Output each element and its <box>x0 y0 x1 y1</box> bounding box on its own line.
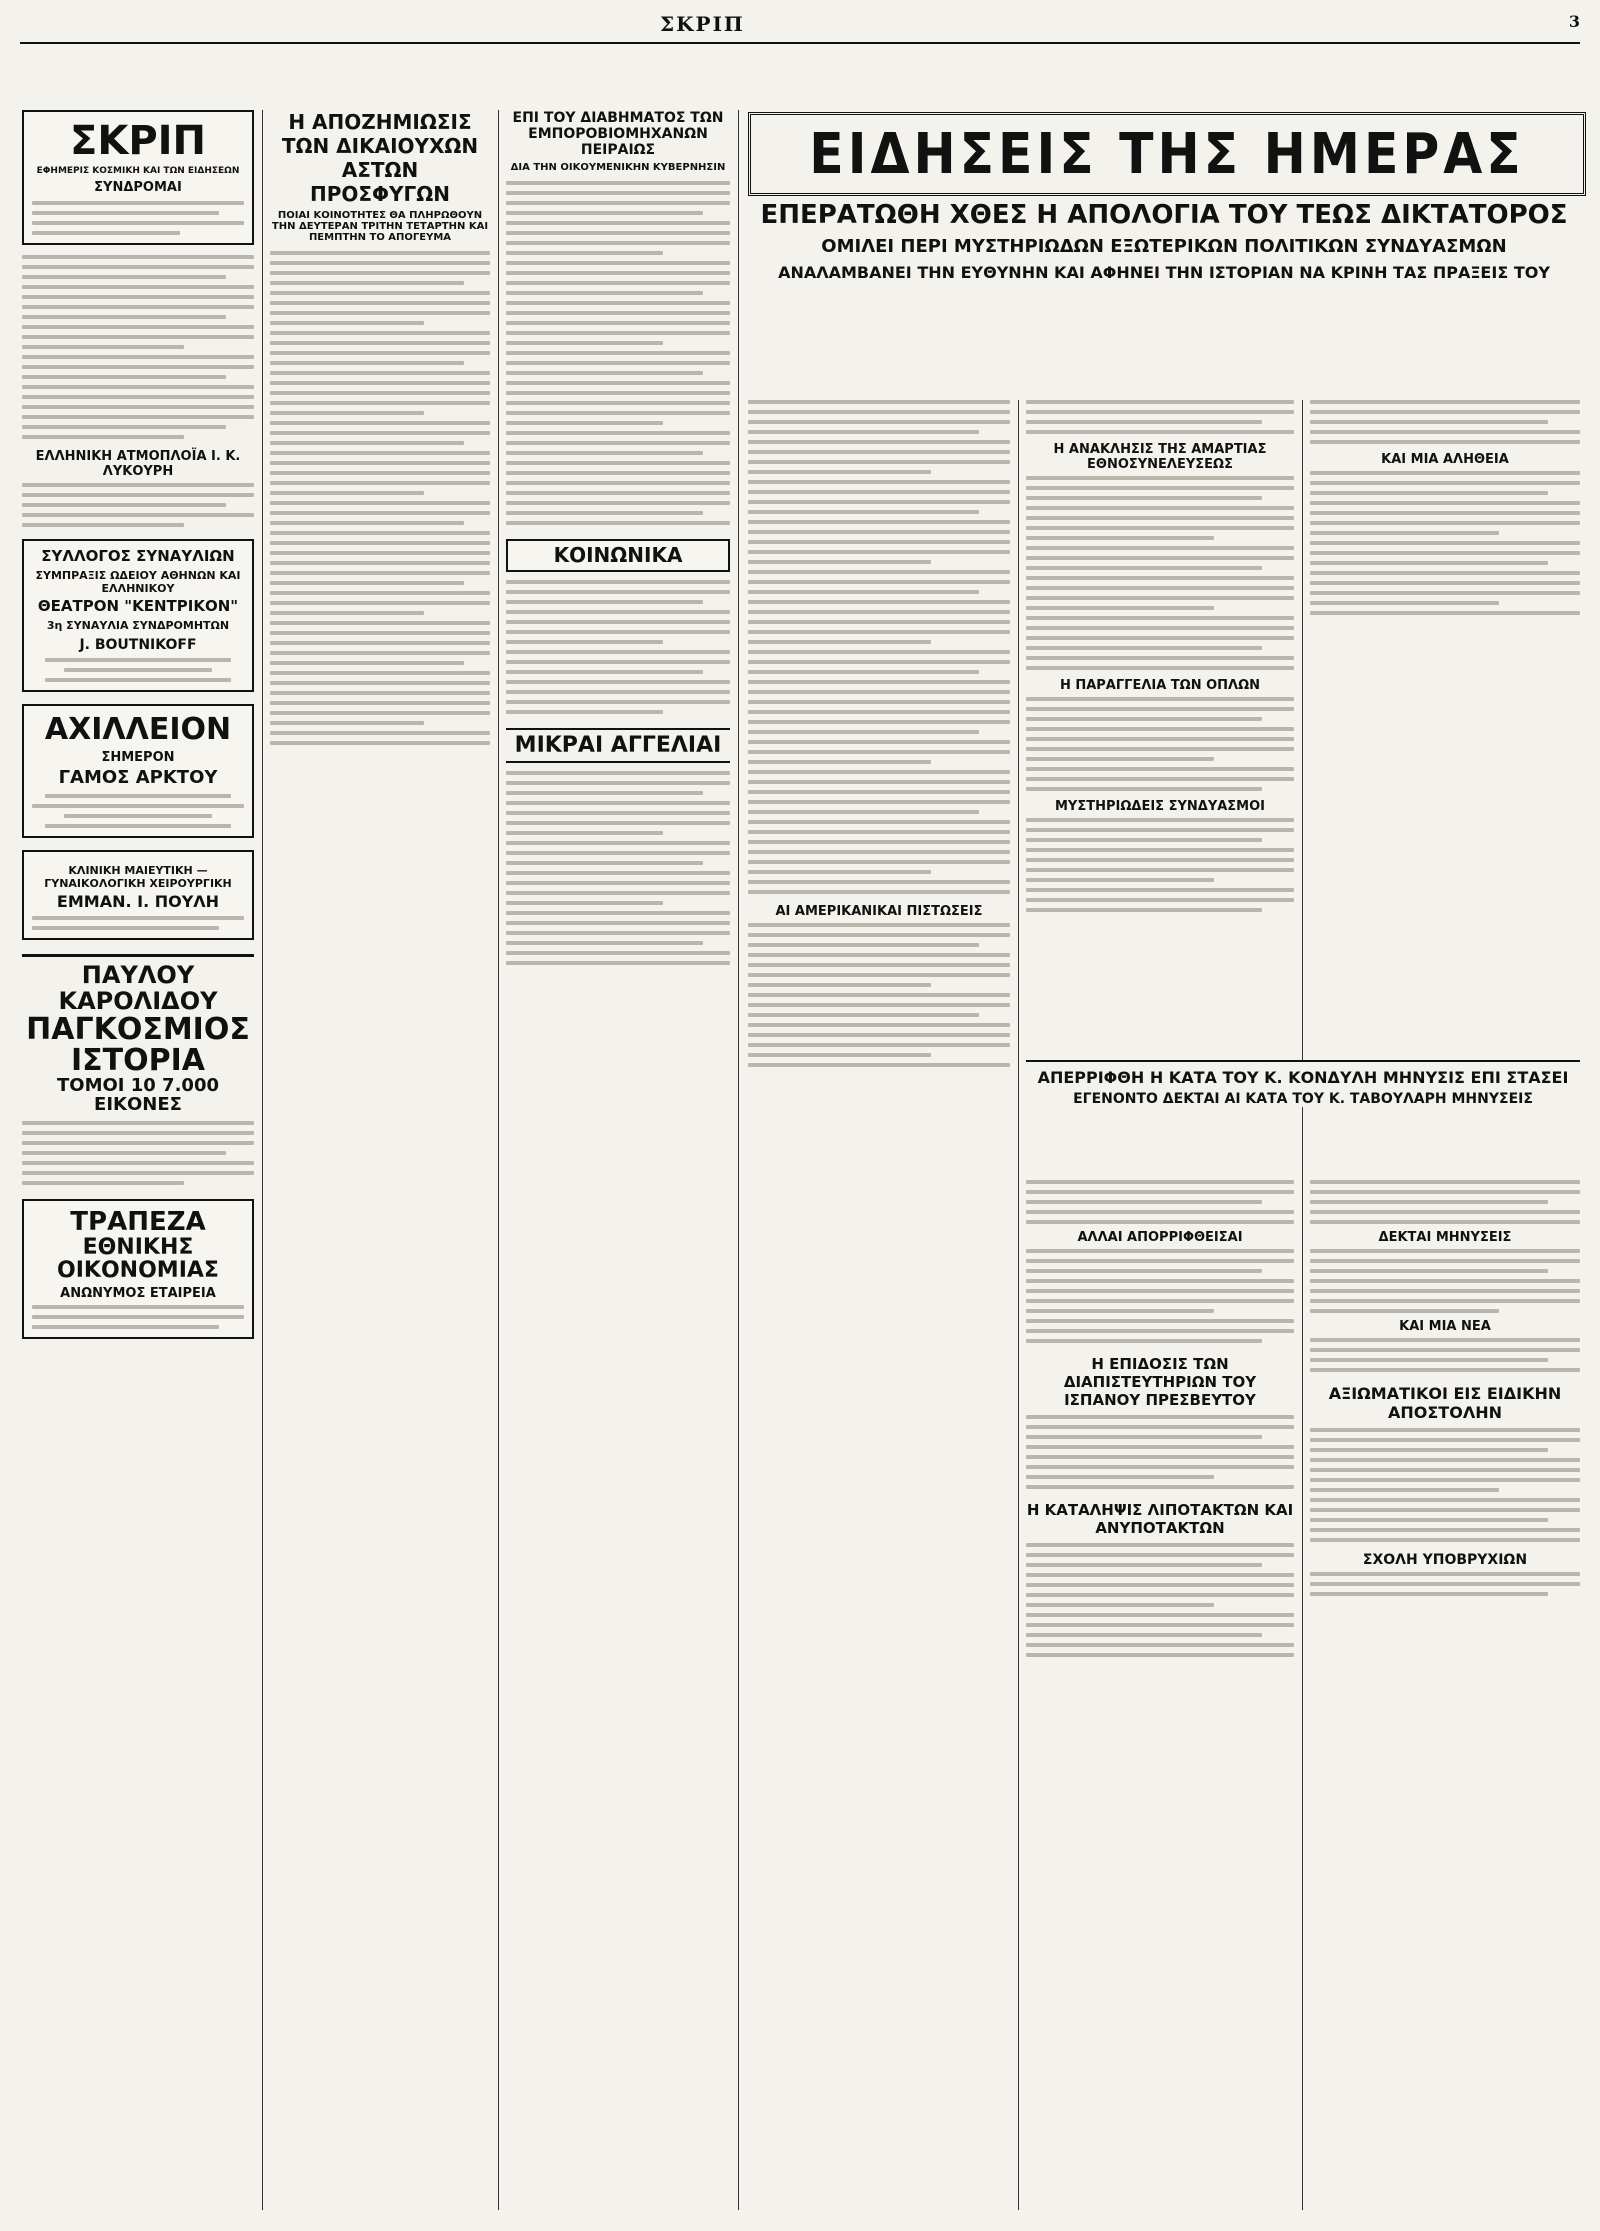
new-one-text <box>1310 1338 1580 1372</box>
column-3 <box>506 110 730 2210</box>
compensation-text <box>270 251 490 745</box>
deserters-text <box>1026 1543 1294 1657</box>
traders-subheadline: ΔΙΑ ΤΗΝ ΟΙΚΟΥΜΕΝΙΚΗΝ ΚΥΒΕΡΝΗΣΙΝ <box>510 162 726 173</box>
column-2 <box>270 110 490 2210</box>
traders-text <box>506 181 730 525</box>
traders-headline: ΕΠΙ ΤΟΥ ΔΙΑΒΗΜΑΤΟΣ ΤΩΝ ΕΜΠΟΡΟΒΙΟΜΗΧΑΝΩΝ ΠΕΙΡΑΙΩΣ <box>512 110 724 158</box>
accepted-title: ΔΕΚΤΑΙ ΜΗΝΥΣΕΙΣ <box>1378 1230 1512 1245</box>
column-c-text <box>1310 400 1580 444</box>
concert-conductor: J. BOUTNIKOFF <box>79 636 197 653</box>
section-c-title: ΑΙ ΑΜΕΡΙΚΑΝΙΚΑΙ ΠΙΣΤΩΣΕΙΣ <box>775 904 983 919</box>
column-rule <box>1302 400 1303 2210</box>
column-rule <box>262 110 263 2210</box>
rejected-headline: ΑΠΕΡΡΙΦΘΗ Η ΚΑΤΑ ΤΟΥ Κ. ΚΟΝΔΥΛΗ ΜΗΝΥΣΙΣ ΕΠΙ ΣΤΑΣΕΙ <box>1037 1068 1569 1087</box>
ambassador-headline: Η ΕΠΙΔΟΣΙΣ ΤΩΝ ΔΙΑΠΙΣΤΕΥΤΗΡΙΩΝ ΤΟΥ ΙΣΠΑΝΟΥ ΠΡΕΣΒΕΥΤΟΥ <box>1063 1355 1257 1409</box>
achilleion-title: ΑΧΙΛΛΕΙΟΝ <box>44 712 232 748</box>
clinic-doctor: ΕΜΜΑΝ. Ι. ΠΟΥΛΗ <box>56 891 220 911</box>
masthead: ΣΚΡΙΠ <box>660 12 745 36</box>
rejected-column-c <box>1310 1180 1580 1596</box>
clinic-title: ΚΛΙΝΙΚΗ ΜΑΙΕΥΤΙΚΗ — ΓΥΝΑΙΚΟΛΟΓΙΚΗ ΧΕΙΡΟΥΡΓΙΚΗ <box>44 863 232 890</box>
officers-headline: ΑΞΙΩΜΑΤΙΚΟΙ ΕΙΣ ΕΙΔΙΚΗΝ ΑΠΟΣΤΟΛΗΝ <box>1328 1384 1562 1422</box>
paper-nameplate <box>22 110 254 245</box>
rejected-subheadline: ΕΓΕΝΟΝΤΟ ΔΕΚΤΑΙ ΑΙ ΚΑΤΑ ΤΟΥ Κ. ΤΑΒΟΥΛΑΡΗ ΜΗΝΥΣΕΙΣ <box>1073 1091 1533 1107</box>
news-banner <box>748 112 1586 196</box>
concert-line: 3η ΣΥΝΑΥΛΙΑ ΣΥΝΔΡΟΜΗΤΩΝ <box>46 618 230 632</box>
concert-theatre: ΘΕΑΤΡΟΝ "ΚΕΝΤΡΙΚΟΝ" <box>37 596 239 615</box>
subscriptions-title: ΣΥΝΔΡΟΜΑΙ <box>94 180 182 195</box>
bank-title: ΤΡΑΠΕΖΑ <box>70 1206 206 1237</box>
shipping-title: ΕΛΛΗΝΙΚΗ ΑΤΜΟΠΛΟΪΑ Ι. Κ. ΛΥΚΟΥΡΗ <box>35 449 241 479</box>
page-number: 3 <box>1568 12 1580 31</box>
clinic-text <box>32 916 244 930</box>
classifieds-title: ΜΙΚΡΑΙ ΑΓΓΕΛΙΑΙ <box>506 728 730 763</box>
section-d-text <box>1026 818 1294 912</box>
compensation-headline: Η ΑΠΟΖΗΜΙΩΣΙΣ ΤΩΝ ΔΙΚΑΙΟΥΧΩΝ ΑΣΤΩΝ ΠΡΟΣΦΥΓΩΝ <box>281 110 479 206</box>
officers-text <box>1310 1428 1580 1542</box>
article-text <box>22 255 254 439</box>
column-rule <box>738 110 739 2210</box>
school-text <box>1310 1572 1580 1596</box>
right-column-a <box>748 400 1010 2200</box>
rejected-column-b <box>1026 1180 1294 1657</box>
column-rule <box>498 110 499 2210</box>
history-subtitle: ΤΟΜΟΙ 10 7.000 ΕΙΚΟΝΕΣ <box>56 1074 219 1115</box>
history-author: ΠΑΥΛΟΥ ΚΑΡΟΛΙΔΟΥ <box>58 961 218 1015</box>
social-title: ΚΟΙΝΩΝΙΚΑ <box>553 543 683 567</box>
lead-subheadline-2: ΑΝΑΛΑΜΒΑΝΕΙ ΤΗΝ ΕΥΘΥΝΗΝ ΚΑΙ ΑΦΗΝΕΙ ΤΗΝ ΙΣΤΟΡΙΑΝ ΝΑ ΚΡΙΝΗ ΤΑΣ ΠΡΑΞΕΙΣ ΤΟΥ <box>778 263 1550 282</box>
rejected-header <box>1026 1060 1580 1107</box>
section-b-title: Η ΠΑΡΑΓΓΕΛΙΑ ΤΩΝ ΟΠΛΩΝ <box>1059 678 1261 693</box>
classifieds-text <box>506 771 730 965</box>
new-one-title: ΚΑΙ ΜΙΑ ΝΕΑ <box>1399 1319 1491 1334</box>
concert-title: ΣΥΛΛΟΓΟΣ ΣΥΝΑΥΛΙΩΝ <box>41 547 235 565</box>
lead-headline: ΕΠΕΡΑΤΩΘΗ ΧΘΕΣ Η ΑΠΟΛΟΓΙΑ ΤΟΥ ΤΕΩΣ ΔΙΚΤΑΤΟΡΟΣ <box>760 200 1568 230</box>
accepted-text <box>1310 1249 1580 1313</box>
achilleion-text <box>32 794 244 828</box>
column-rule <box>1018 400 1019 2210</box>
bank-name: ΕΘΝΙΚΗΣ ΟΙΚΟΝΟΜΙΑΣ <box>57 1234 219 1283</box>
social-text <box>506 580 730 714</box>
bank-subtitle: ΑΝΩΝΥΜΟΣ ΕΤΑΙΡΕΙΑ <box>60 1286 216 1302</box>
rejected-text-b <box>1026 1180 1294 1224</box>
shipping-text <box>22 483 254 527</box>
achilleion-ad <box>22 704 254 837</box>
school-title: ΣΧΟΛΗ ΥΠΟΒΡΥΧΙΩΝ <box>1362 1552 1528 1568</box>
other-rejected-text <box>1026 1249 1294 1343</box>
truth-title: ΚΑΙ ΜΙΑ ΑΛΗΘΕΙΑ <box>1381 452 1509 467</box>
achilleion-show: ΓΑΜΟΣ ΑΡΚΤΟΥ <box>58 766 218 788</box>
left-column <box>22 110 254 2210</box>
clinic-ad <box>22 850 254 941</box>
history-ad <box>22 954 254 1184</box>
deserters-headline: Η ΚΑΤΑΛΗΨΙΣ ΛΙΠΟΤΑΚΤΩΝ ΚΑΙ ΑΝΥΠΟΤΑΚΤΩΝ <box>1026 1501 1294 1537</box>
section-c-text <box>748 923 1010 1067</box>
subscriptions-text <box>32 201 244 235</box>
paper-tagline: ΕΦΗΜΕΡΙΣ ΚΟΣΜΙΚΗ ΚΑΙ ΤΩΝ ΕΙΔΗΣΕΩΝ <box>36 166 240 176</box>
lead-subheadline-1: ΟΜΙΛΕΙ ΠΕΡΙ ΜΥΣΤΗΡΙΩΔΩΝ ΕΞΩΤΕΡΙΚΩΝ ΠΟΛΙΤΙΚΩΝ ΣΥΝΔΥΑΣΜΩΝ <box>821 236 1507 257</box>
lead-story-header <box>748 200 1580 282</box>
section-b-text <box>1026 697 1294 791</box>
compensation-subheadline: ΠΟΙΑΙ ΚΟΙΝΟΤΗΤΕΣ ΘΑ ΠΛΗΡΩΘΟΥΝ ΤΗΝ ΔΕΥΤΕΡΑΝ ΤΡΙΤΗΝ ΤΕΤΑΡΤΗΝ ΚΑΙ ΠΕΜΠΤΗΝ ΤΟ ΑΠΟΓΕΥΜΑ <box>271 210 489 243</box>
section-a-text <box>1026 476 1294 670</box>
page-header <box>20 8 1580 44</box>
bank-ad <box>22 1199 254 1339</box>
other-rejected-title: ΑΛΛΑΙ ΑΠΟΡΡΙΦΘΕΙΣΑΙ <box>1077 1230 1243 1245</box>
social-box <box>506 539 730 572</box>
lead-story-text <box>748 400 1010 894</box>
section-a-title: Η ΑΝΑΚΛΗΣΙΣ ΤΗΣ ΑΜΑΡΤΙΑΣ ΕΘΝΟΣΥΝΕΛΕΥΣΕΩΣ <box>1053 442 1267 472</box>
news-banner-title: ΕΙΔΗΣΕΙΣ ΤΗΣ ΗΜΕΡΑΣ <box>809 121 1525 187</box>
concert-subtitle: ΣΥΜΠΡΑΞΙΣ ΩΔΕΙΟΥ ΑΘΗΝΩΝ ΚΑΙ ΕΛΛΗΝΙΚΟΥ <box>35 568 241 595</box>
column-b-text <box>1026 400 1294 434</box>
history-title: ΠΑΓΚΟΣΜΙΟΣ ΙΣΤΟΡΙΑ <box>26 1011 250 1079</box>
paper-name: ΣΚΡΙΠ <box>70 118 206 164</box>
concert-ad <box>22 539 254 692</box>
rejected-text-c <box>1310 1180 1580 1224</box>
bank-text <box>32 1305 244 1329</box>
concert-text <box>32 658 244 682</box>
ambassador-text <box>1026 1415 1294 1489</box>
history-text <box>22 1121 254 1185</box>
section-d-title: ΜΥΣΤΗΡΙΩΔΕΙΣ ΣΥΝΔΥΑΣΜΟΙ <box>1055 799 1265 814</box>
achilleion-subtitle: ΣΗΜΕΡΟΝ <box>101 749 175 765</box>
truth-text <box>1310 471 1580 615</box>
